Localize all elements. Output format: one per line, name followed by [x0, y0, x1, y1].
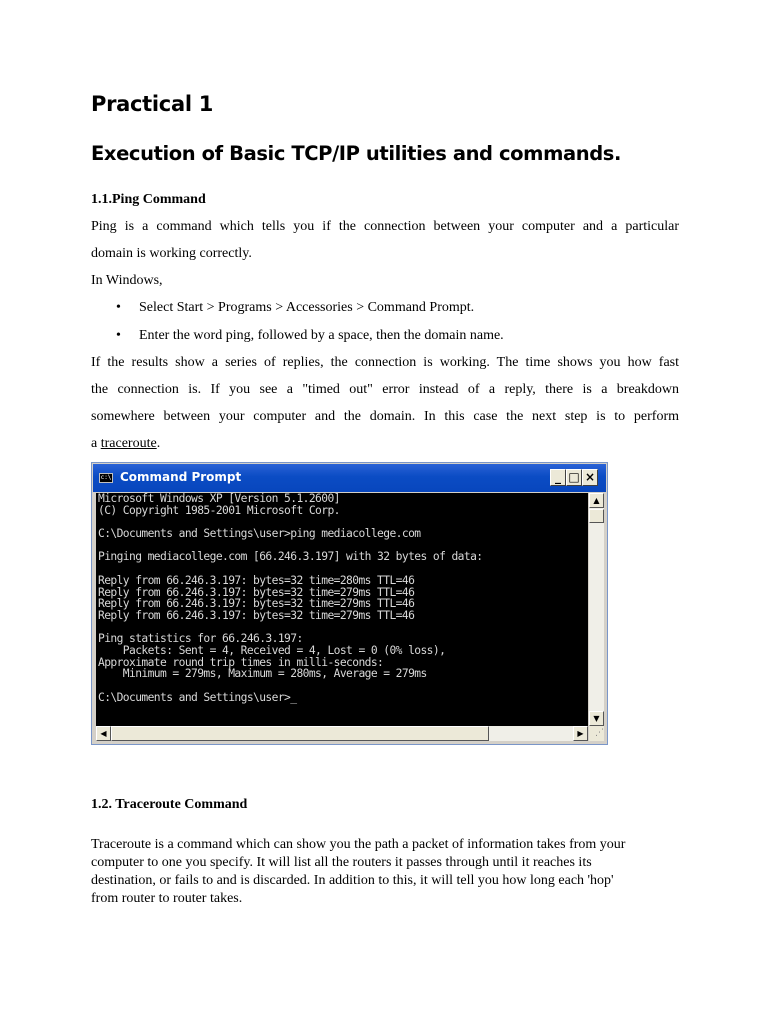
traceroute-paragraph [91, 836, 679, 908]
steps-list [91, 294, 679, 350]
paragraph-line: Traceroute is a command which can show you the path a packet of information takes from your [91, 837, 626, 852]
console-line: Reply from 66.246.3.197: bytes=32 time=279ms TTL=46 [98, 608, 415, 622]
console-line: Packets: Sent = 4, Received = 4, Lost = 0 (0% loss), [98, 643, 446, 657]
vertical-scrollbar[interactable] [589, 493, 604, 726]
command-prompt-icon: c:\ [100, 474, 112, 481]
window-title: Command Prompt [120, 470, 242, 484]
scroll-left-icon[interactable]: ◀ [96, 726, 111, 741]
in-windows-text: In Windows, [91, 273, 163, 288]
scrollbar-thumb[interactable] [111, 726, 489, 741]
section-heading-ping: 1.1.Ping Command [91, 192, 206, 207]
resize-grip-icon[interactable]: ⋰ [589, 726, 604, 741]
console-line: C:\Documents and Settings\user>_ [98, 690, 297, 704]
maximize-button[interactable]: □ [566, 469, 582, 486]
paragraph-line: the connection is. If you see a "timed out" error instead of a reply, there is a breakdown [91, 382, 679, 397]
scroll-right-icon[interactable]: ▶ [573, 726, 588, 741]
console-line: Minimum = 279ms, Maximum = 280ms, Average = 279ms [98, 667, 427, 681]
scroll-up-icon[interactable]: ▲ [589, 493, 604, 508]
paragraph-line: domain is working correctly. [91, 246, 252, 261]
command-prompt-screenshot [91, 462, 608, 745]
ping-result-paragraph [91, 349, 679, 457]
bullet-icon: • [116, 328, 121, 343]
paragraph-line [91, 430, 679, 457]
scroll-down-icon[interactable]: ▼ [589, 711, 604, 726]
close-button[interactable]: × [582, 469, 598, 486]
paragraph-line: computer to one you specify. It will list all the routers it passes through until it reaches its [91, 855, 592, 870]
console-line: Pinging mediacollege.com [66.246.3.197] with 32 bytes of data: [98, 550, 483, 564]
console-line: Approximate round trip times in milli-seconds: [98, 655, 384, 669]
text-fragment: a [91, 436, 101, 451]
list-item [91, 322, 679, 350]
horizontal-scrollbar[interactable] [96, 726, 588, 741]
console-line: (C) Copyright 1985-2001 Microsoft Corp. [98, 503, 340, 517]
console-output [96, 493, 588, 726]
paragraph-line: somewhere between your computer and the domain. In this case the next step is to perform [91, 409, 679, 424]
practical-heading: Practical 1 [91, 92, 214, 116]
paragraph-line: If the results show a series of replies, the connection is working. The time shows you how fast [91, 355, 679, 370]
scrollbar-thumb[interactable] [589, 509, 604, 523]
list-item-text: Enter the word ping, followed by a space, then the domain name. [139, 328, 504, 343]
ping-intro-paragraph [91, 213, 679, 267]
document-title: Execution of Basic TCP/IP utilities and commands. [91, 142, 622, 165]
paragraph-line: destination, or fails to and is discarded. In addition to this, it will tell you how long each 'hop' [91, 873, 614, 888]
console-line: Reply from 66.246.3.197: bytes=32 time=279ms TTL=46 [98, 585, 415, 599]
console-line: Ping statistics for 66.246.3.197: [98, 632, 303, 646]
list-item-text: Select Start > Programs > Accessories > Command Prompt. [139, 300, 475, 315]
minimize-button[interactable]: _ [550, 469, 566, 486]
paragraph-line: from router to router takes. [91, 891, 243, 906]
console-line: Reply from 66.246.3.197: bytes=32 time=279ms TTL=46 [98, 597, 415, 611]
list-item [91, 294, 679, 322]
text-fragment: . [156, 436, 161, 451]
console-line: C:\Documents and Settings\user>ping mediacollege.com [98, 527, 421, 541]
console-line: Microsoft Windows XP [Version 5.1.2600] [98, 493, 340, 505]
window-title-bar [93, 464, 606, 492]
traceroute-link[interactable]: traceroute [100, 436, 157, 451]
bullet-icon: • [116, 300, 121, 315]
paragraph-line: Ping is a command which tells you if the connection between your computer and a particular [91, 219, 679, 234]
console-line: Reply from 66.246.3.197: bytes=32 time=280ms TTL=46 [98, 573, 415, 587]
section-heading-traceroute: 1.2. Traceroute Command [91, 797, 248, 812]
console-line [96, 680, 588, 692]
